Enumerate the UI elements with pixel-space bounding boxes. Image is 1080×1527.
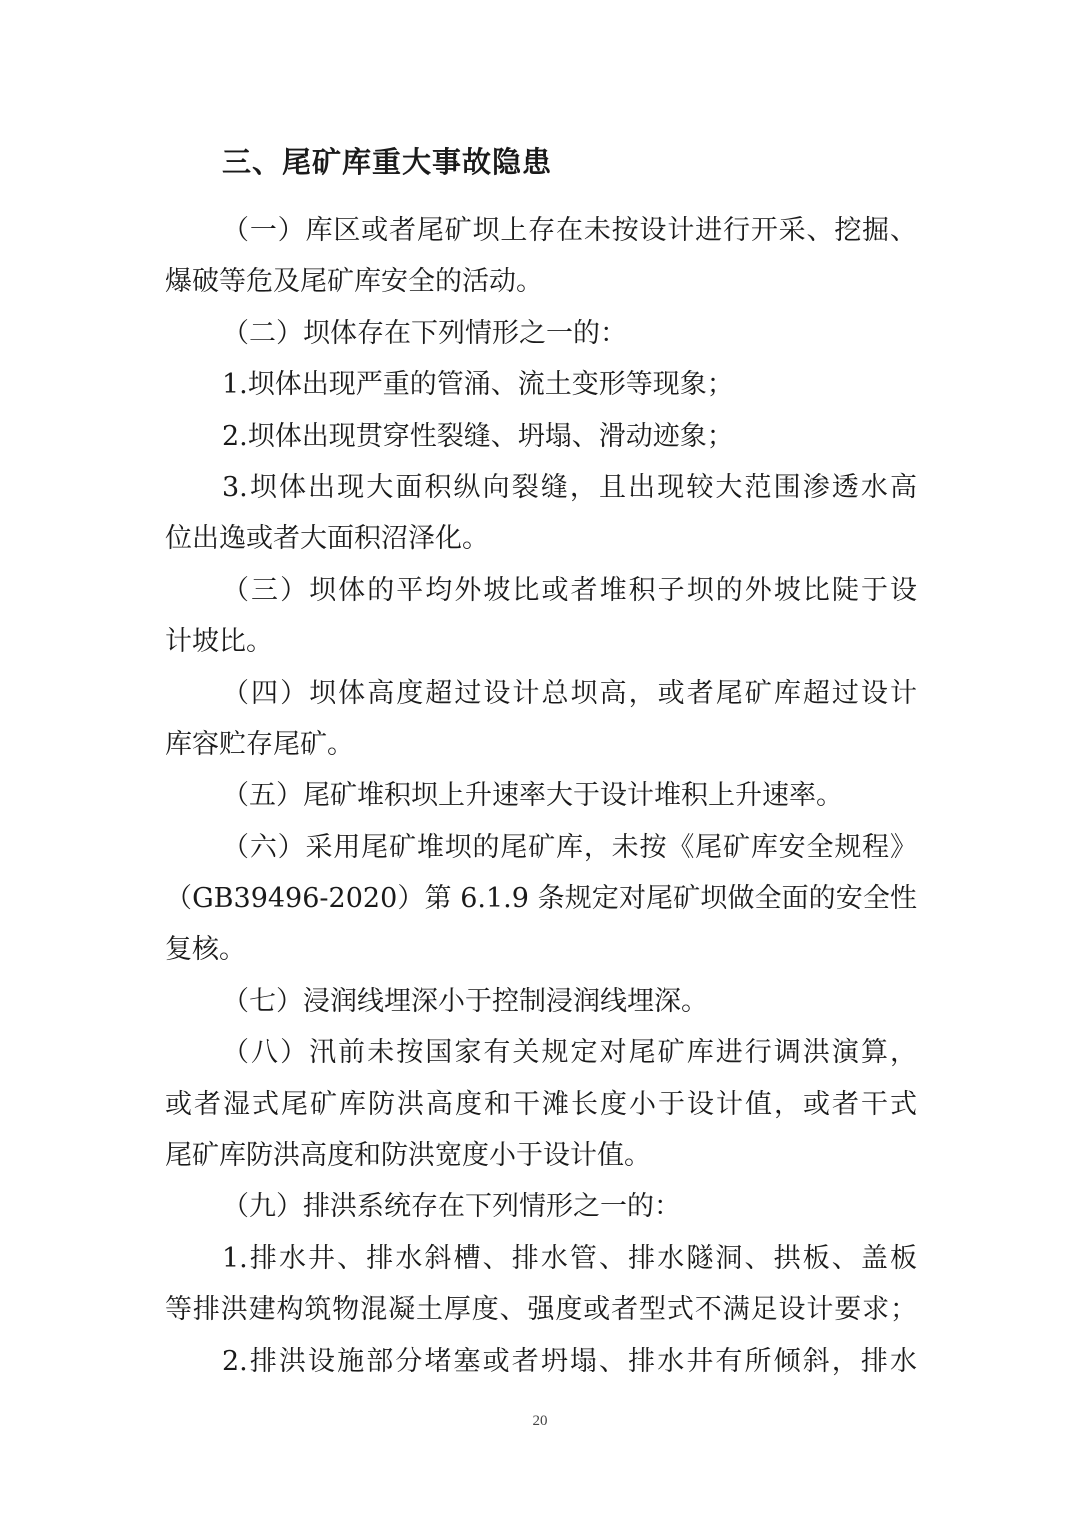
paragraph-line: 爆破等危及尾矿库安全的活动。 [165, 266, 543, 298]
paragraph-line: 2.排洪设施部分堵塞或者坍塌、排水井有所倾斜，排水 [222, 1345, 917, 1377]
paragraph-line: 复核。 [165, 934, 246, 966]
paragraph-line: （六）采用尾矿堆坝的尾矿库，未按《尾矿库安全规程》 [222, 831, 917, 863]
paragraph-line: （四）坝体高度超过设计总坝高，或者尾矿库超过设计 [222, 677, 917, 709]
paragraph-line: 1.坝体出现严重的管涌、流土变形等现象； [222, 369, 734, 401]
paragraph-line: （五）尾矿堆积坝上升速率大于设计堆积上升速率。 [222, 780, 843, 812]
section-title: 三、尾矿库重大事故隐患 [222, 145, 553, 179]
paragraph-line: （三）坝体的平均外坡比或者堆积子坝的外坡比陡于设 [222, 574, 917, 606]
paragraph-line: （GB39496-2020）第 6.1.9 条规定对尾矿坝做全面的安全性 [165, 883, 917, 915]
paragraph-line: 2.坝体出现贯穿性裂缝、坍塌、滑动迹象； [222, 420, 734, 452]
paragraph-line: 库容贮存尾矿。 [165, 728, 354, 760]
paragraph-line: 等排洪建构筑物混凝土厚度、强度或者型式不满足设计要求； [165, 1294, 917, 1326]
paragraph-line: 位出逸或者大面积沼泽化。 [165, 523, 489, 555]
paragraph-line: 1.排水井、排水斜槽、排水管、排水隧洞、拱板、盖板 [222, 1242, 917, 1274]
paragraph-line: 或者湿式尾矿库防洪高度和干滩长度小于设计值，或者干式 [165, 1088, 917, 1120]
paragraph-line: 计坡比。 [165, 626, 273, 658]
document-body [165, 205, 917, 1387]
paragraph-line: （一）库区或者尾矿坝上存在未按设计进行开采、挖掘、 [222, 215, 917, 246]
paragraph-line: （二）坝体存在下列情形之一的： [222, 317, 627, 349]
paragraph-line: （七）浸润线埋深小于控制浸润线埋深。 [222, 985, 708, 1017]
paragraph-line: 3.坝体出现大面积纵向裂缝，且出现较大范围渗透水高 [222, 471, 917, 503]
page-number: 20 [532, 1413, 548, 1429]
paragraph-line: （九）排洪系统存在下列情形之一的： [222, 1191, 681, 1223]
paragraph-line: （八）汛前未按国家有关规定对尾矿库进行调洪演算， [222, 1037, 917, 1069]
paragraph-line: 尾矿库防洪高度和防洪宽度小于设计值。 [165, 1140, 651, 1172]
